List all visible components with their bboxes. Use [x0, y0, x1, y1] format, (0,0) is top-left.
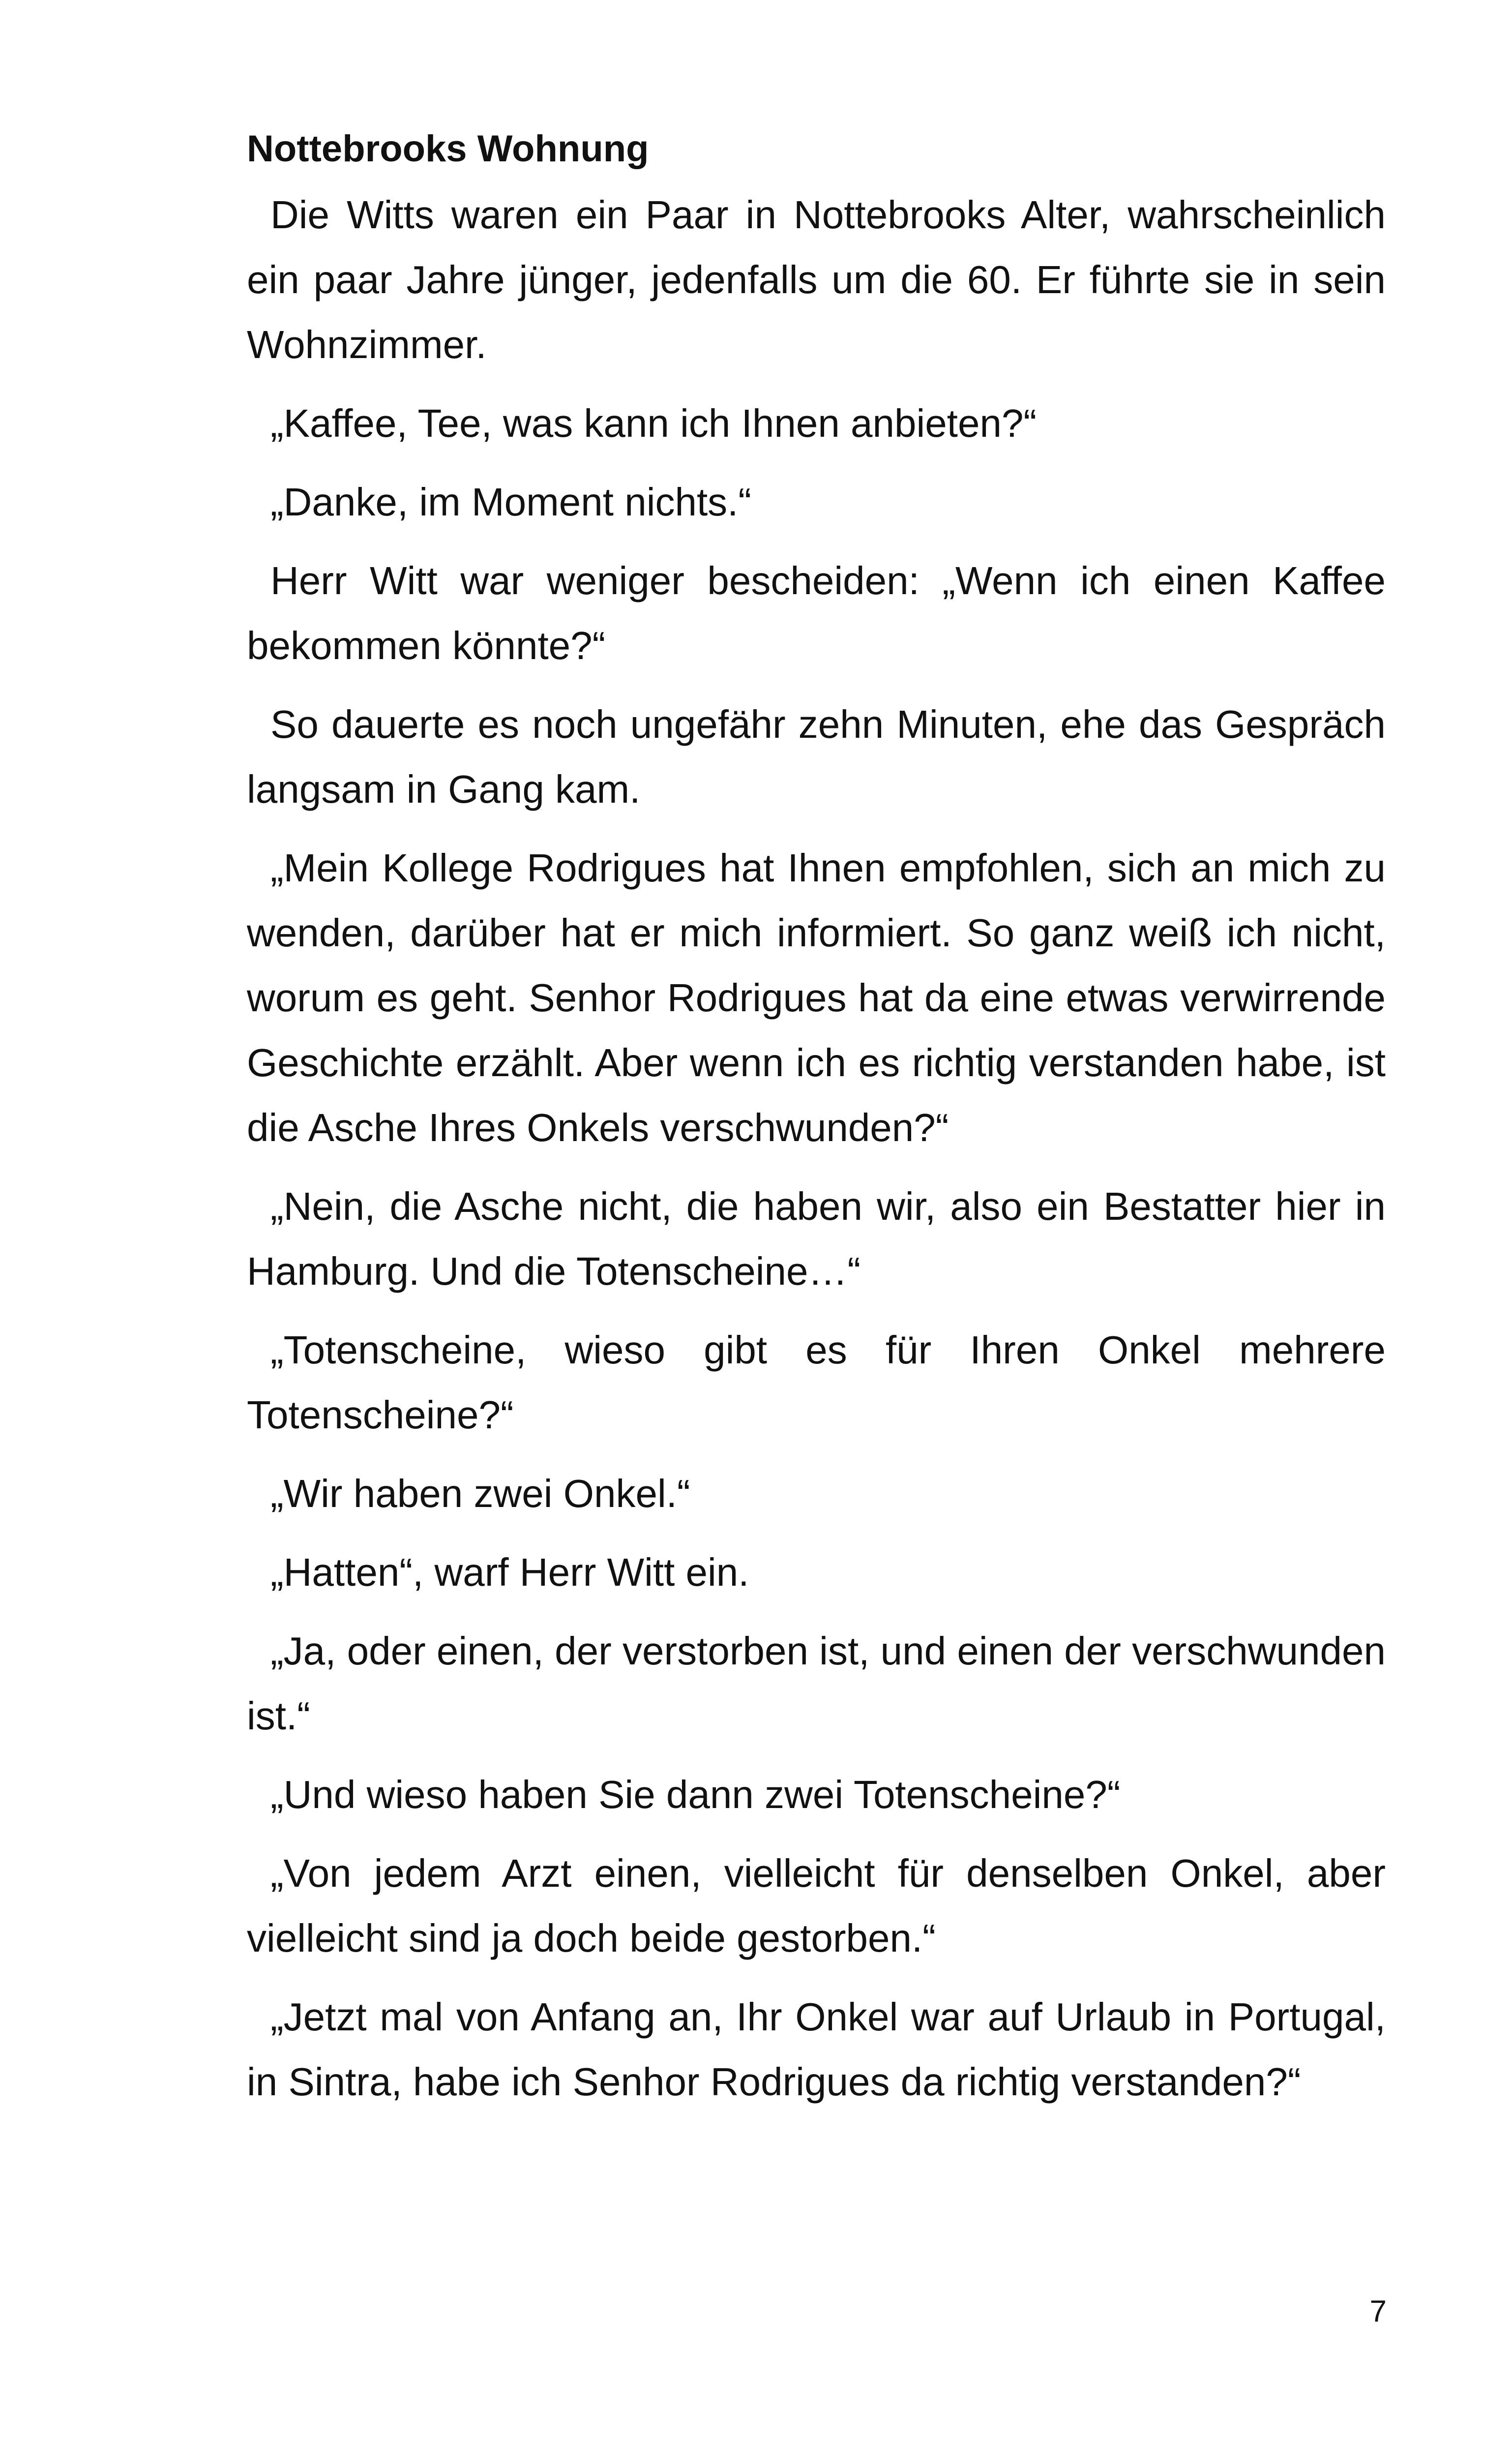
paragraph: „Hatten“, warf Herr Witt ein.: [270, 1550, 749, 1594]
chapter-heading: Nottebrooks Wohnung: [247, 128, 649, 170]
paragraph: „Wir haben zwei Onkel.“: [270, 1472, 690, 1515]
paragraph: So dauerte es noch ungefähr zehn Minuten, ehe das Gespräch langsam in Gang kam.: [247, 702, 1386, 811]
paragraph: Die Witts waren ein Paar in Nottebrooks Alter, wahrscheinlich ein paar Jahre jünger, jedenfalls um die 60. Er führte sie in sein Wohnzimmer.: [247, 193, 1386, 366]
page-number: 7: [1369, 2294, 1387, 2328]
paragraph: „Jetzt mal von Anfang an, Ihr Onkel war auf Urlaub in Portugal, in Sintra, habe ich Senhor Rodrigues da richtig verstanden?“: [247, 1995, 1386, 2104]
paragraph: „Und wieso haben Sie dann zwei Totenscheine?“: [270, 1773, 1121, 1816]
paragraph: „Danke, im Moment nichts.“: [270, 480, 752, 524]
paragraph: „Mein Kollege Rodrigues hat Ihnen empfohlen, sich an mich zu wenden, darüber hat er mich informiert. So ganz weiß ich nicht, worum es geht. Senhor Rodrigues hat da eine etwas verwirrende Geschichte erzählt. Aber wenn ich es richtig verstanden habe, ist die Asche Ihres Onkels verschwunden?“: [247, 846, 1386, 1149]
paragraph: „Ja, oder einen, der verstorben ist, und einen der verschwunden ist.“: [247, 1629, 1386, 1738]
paragraph: „Nein, die Asche nicht, die haben wir, also ein Bestatter hier in Hamburg. Und die Totenscheine…“: [247, 1184, 1386, 1293]
book-page: [247, 125, 1386, 2128]
paragraph: „Totenscheine, wieso gibt es für Ihren Onkel mehrere Totenscheine?“: [247, 1328, 1386, 1437]
paragraph: „Kaffee, Tee, was kann ich Ihnen anbieten?“: [270, 401, 1037, 445]
paragraph: Herr Witt war weniger bescheiden: „Wenn ich einen Kaffee bekommen könnte?“: [247, 559, 1386, 667]
paragraph: „Von jedem Arzt einen, vielleicht für denselben Onkel, aber vielleicht sind ja doch beide gestorben.“: [247, 1851, 1386, 1960]
